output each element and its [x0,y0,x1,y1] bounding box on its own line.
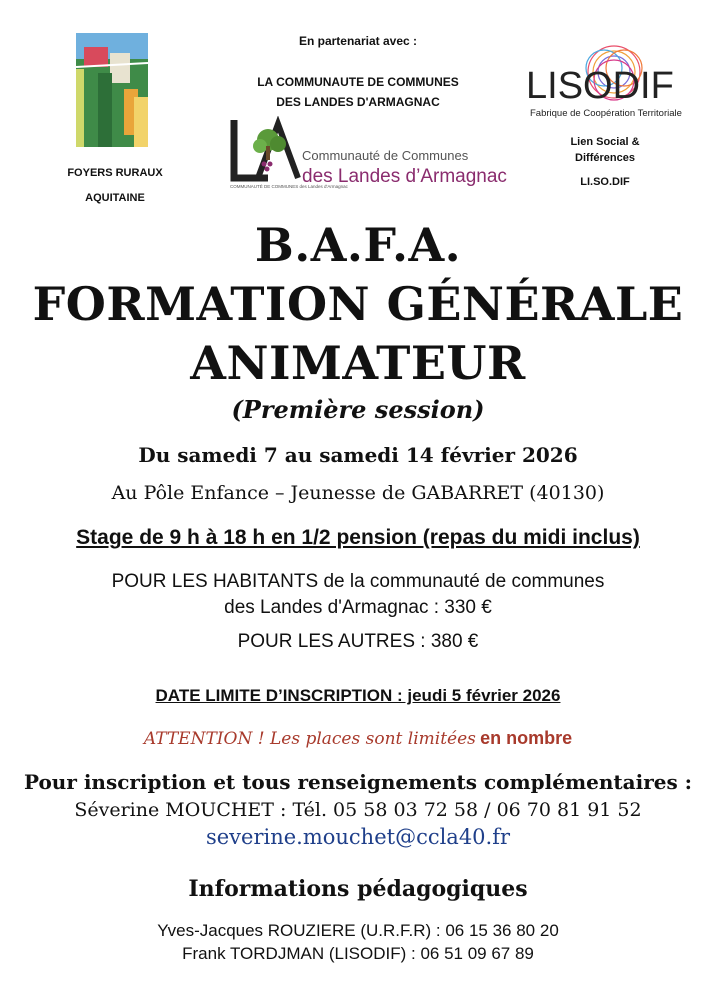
lisodif-wordmark: LISODIF [526,65,674,107]
lisodif-logo [522,40,684,124]
contact-heading: Pour inscription et tous renseignements complémentaires : [23,770,693,794]
ccla-name-line1: LA COMMUNAUTE DE COMMUNES [257,75,459,89]
location: Au Pôle Enfance – Jeunesse de GABARRET (40130) [111,482,605,504]
lisodif-caption2: Différences [575,152,635,164]
price-residents-line1: POUR LES HABITANTS de la communauté de communes [111,571,605,592]
info-heading: Informations pédagogiques [188,876,528,902]
attention-notice [0,728,716,749]
foyers-line2: AQUITAINE [85,192,145,204]
registration-deadline: DATE LIMITE D’INSCRIPTION : jeudi 5 février 2026 [155,686,561,705]
attention-bold: en nombre [480,728,573,748]
ccla-logo [228,116,508,194]
lisodif-tagline: Fabrique de Coopération Territoriale [530,108,682,119]
ccla-name-line2: DES LANDES D'ARMAGNAC [276,95,440,109]
partner-intro: En partenariat avec : [298,34,418,48]
title-line3: ANIMATEUR [190,336,526,390]
stage-hours: Stage de 9 h à 18 h en 1/2 pension (repas du midi inclus) [76,526,640,549]
contact-email[interactable]: severine.mouchet@ccla40.fr [205,825,511,849]
ccla-logo-small-text: COMMUNAUTÉ DE COMMUNES des Landes d'Armagnac [230,184,348,189]
contact-person-1: Yves-Jacques ROUZIERE (U.R.F.R) : 06 15 36 80 20 [157,921,559,940]
price-others: POUR LES AUTRES : 380 € [237,631,479,652]
lisodif-caption1: Lien Social & [570,136,640,148]
attention-italic: ATTENTION ! Les places sont limitées [143,729,476,749]
price-residents [0,569,716,621]
foyers-line1: FOYERS RURAUX [67,167,163,179]
ccla-logo-line2: des Landes d’Armagnac [302,166,507,187]
contact-phone: Séverine MOUCHET : Tél. 05 58 03 72 58 / 06 70 81 91 52 [74,799,642,821]
price-residents-line2: des Landes d'Armagnac : 330 € [224,597,492,618]
title-line1: B.A.F.A. [254,218,462,272]
lisodif-caption3: LI.SO.DIF [580,176,630,188]
title-line2: FORMATION GÉNÉRALE [32,277,684,331]
dates: Du samedi 7 au samedi 14 février 2026 [138,443,578,467]
contact-person-2: Frank TORDJMAN (LISODIF) : 06 51 09 67 89 [182,944,534,963]
session-label: (Première session) [231,395,485,424]
foyers-ruraux-logo [76,33,148,147]
ccla-logo-line1: Communauté de Communes [302,148,469,163]
